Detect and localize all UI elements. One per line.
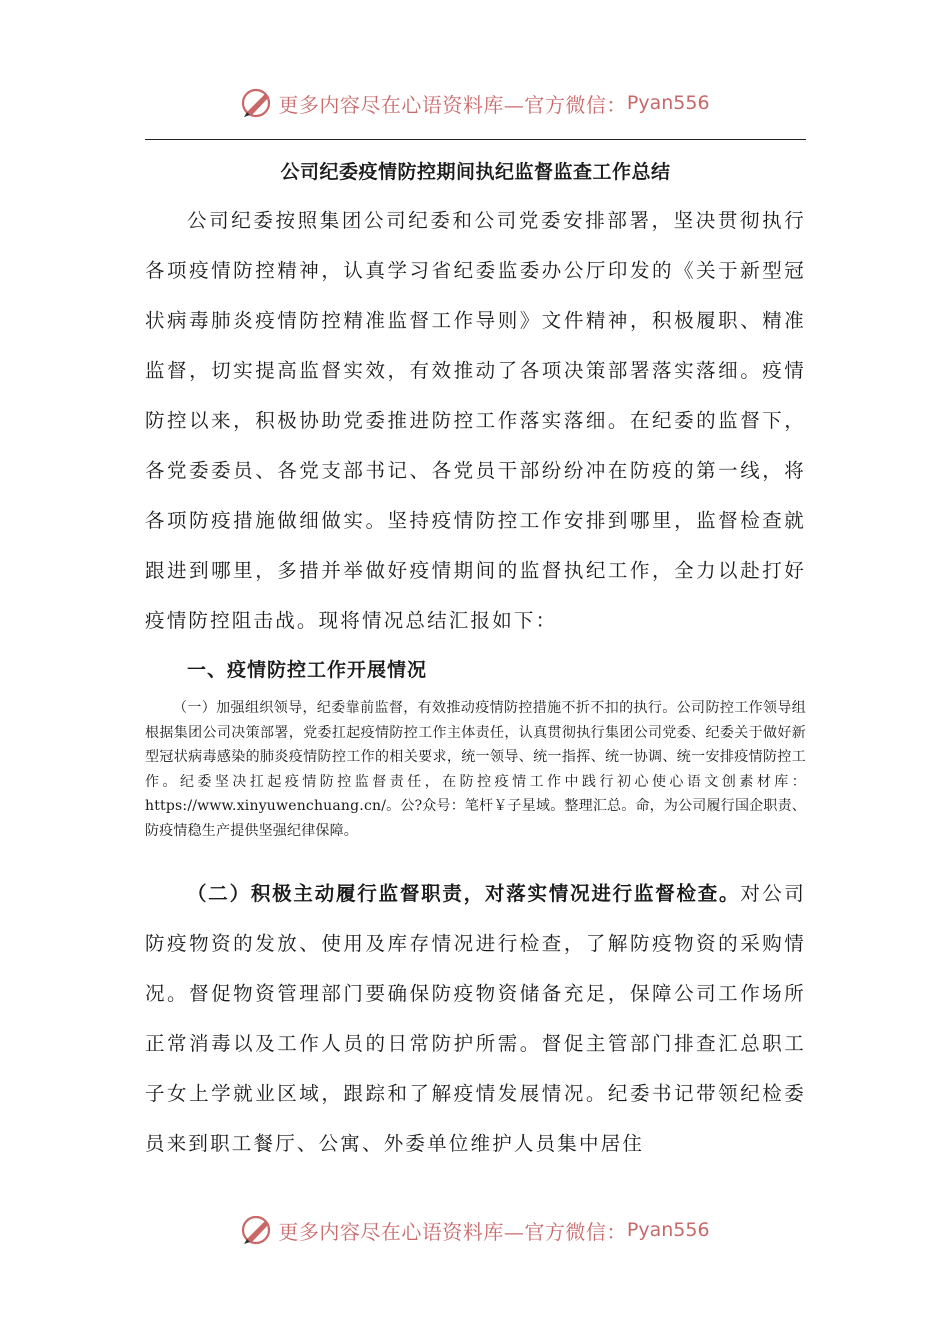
header-banner bbox=[0, 83, 950, 123]
section-item-2-lead: （二）积极主动履行监督职责，对落实情况进行监督检查。 bbox=[187, 882, 741, 905]
section-item-1: （一）加强组织领导，纪委靠前监督，有效推动疫情防控措施不折不扣的执行。公司防控工作领导组根据集团公司决策部署，党委扛起疫情防控工作主体责任，认真贯彻执行集团公司党委、纪委关于做好新型冠状病毒感染的肺炎疫情防控工作的相关要求，统一领导、统一指挥、统一协调、统一安排疫情防控工作。纪委坚决扛起疫情防控监督责任，在防控疫情工作中践行初心使心语文创素材库：https://www.xinyuwenchuang.cn/。公?众号：笔杆￥子星域。整理汇总。命，为公司履行国企职责、防疫情稳生产提供坚强纪律保障。 bbox=[145, 700, 806, 839]
banner-wechat-id: Pyan556 bbox=[626, 92, 710, 114]
section-item-2 bbox=[145, 869, 806, 1169]
banner-text: 更多内容尽在心语资料库—官方微信： bbox=[278, 1219, 627, 1244]
banner-text: 更多内容尽在心语资料库—官方微信： bbox=[278, 92, 627, 117]
pen-logo-icon bbox=[240, 1213, 274, 1247]
banner-wechat-id: Pyan556 bbox=[626, 1219, 710, 1241]
section-heading: 一、疫情防控工作开展情况 bbox=[187, 659, 428, 681]
document-title: 公司纪委疫情防控期间执纪监督监查工作总结 bbox=[280, 161, 671, 183]
header-divider bbox=[145, 139, 806, 140]
pen-logo-icon bbox=[240, 86, 274, 120]
section-item-2-body: 对公司防疫物资的发放、使用及库存情况进行检查，了解防疫物资的采购情况。督促物资管理部门要确保防疫物资储备充足，保障公司工作场所正常消毒以及工作人员的日常防护所需。督促主管部门排查汇总职工子女上学就业区域，跟踪和了解疫情发展情况。纪委书记带领纪检委员来到职工餐厅、公寓、外委单位维护人员集中居住 bbox=[145, 882, 806, 1155]
intro-paragraph: 公司纪委按照集团公司纪委和公司党委安排部署，坚决贯彻执行各项疫情防控精神，认真学习省纪委监委办公厅印发的《关于新型冠状病毒肺炎疫情防控精准监督工作导则》文件精神，积极履职、精准监督，切实提高监督实效，有效推动了各项决策部署落实落细。疫情防控以来，积极协助党委推进防控工作落实落细。在纪委的监督下，各党委委员、各党支部书记、各党员干部纷纷冲在防疫的第一线，将各项防疫措施做细做实。坚持疫情防控工作安排到哪里，监督检查就跟进到哪里，多措并举做好疫情期间的监督执纪工作，全力以赴打好疫情防控阻击战。现将情况总结汇报如下： bbox=[145, 209, 806, 632]
footer-banner bbox=[0, 1210, 950, 1250]
